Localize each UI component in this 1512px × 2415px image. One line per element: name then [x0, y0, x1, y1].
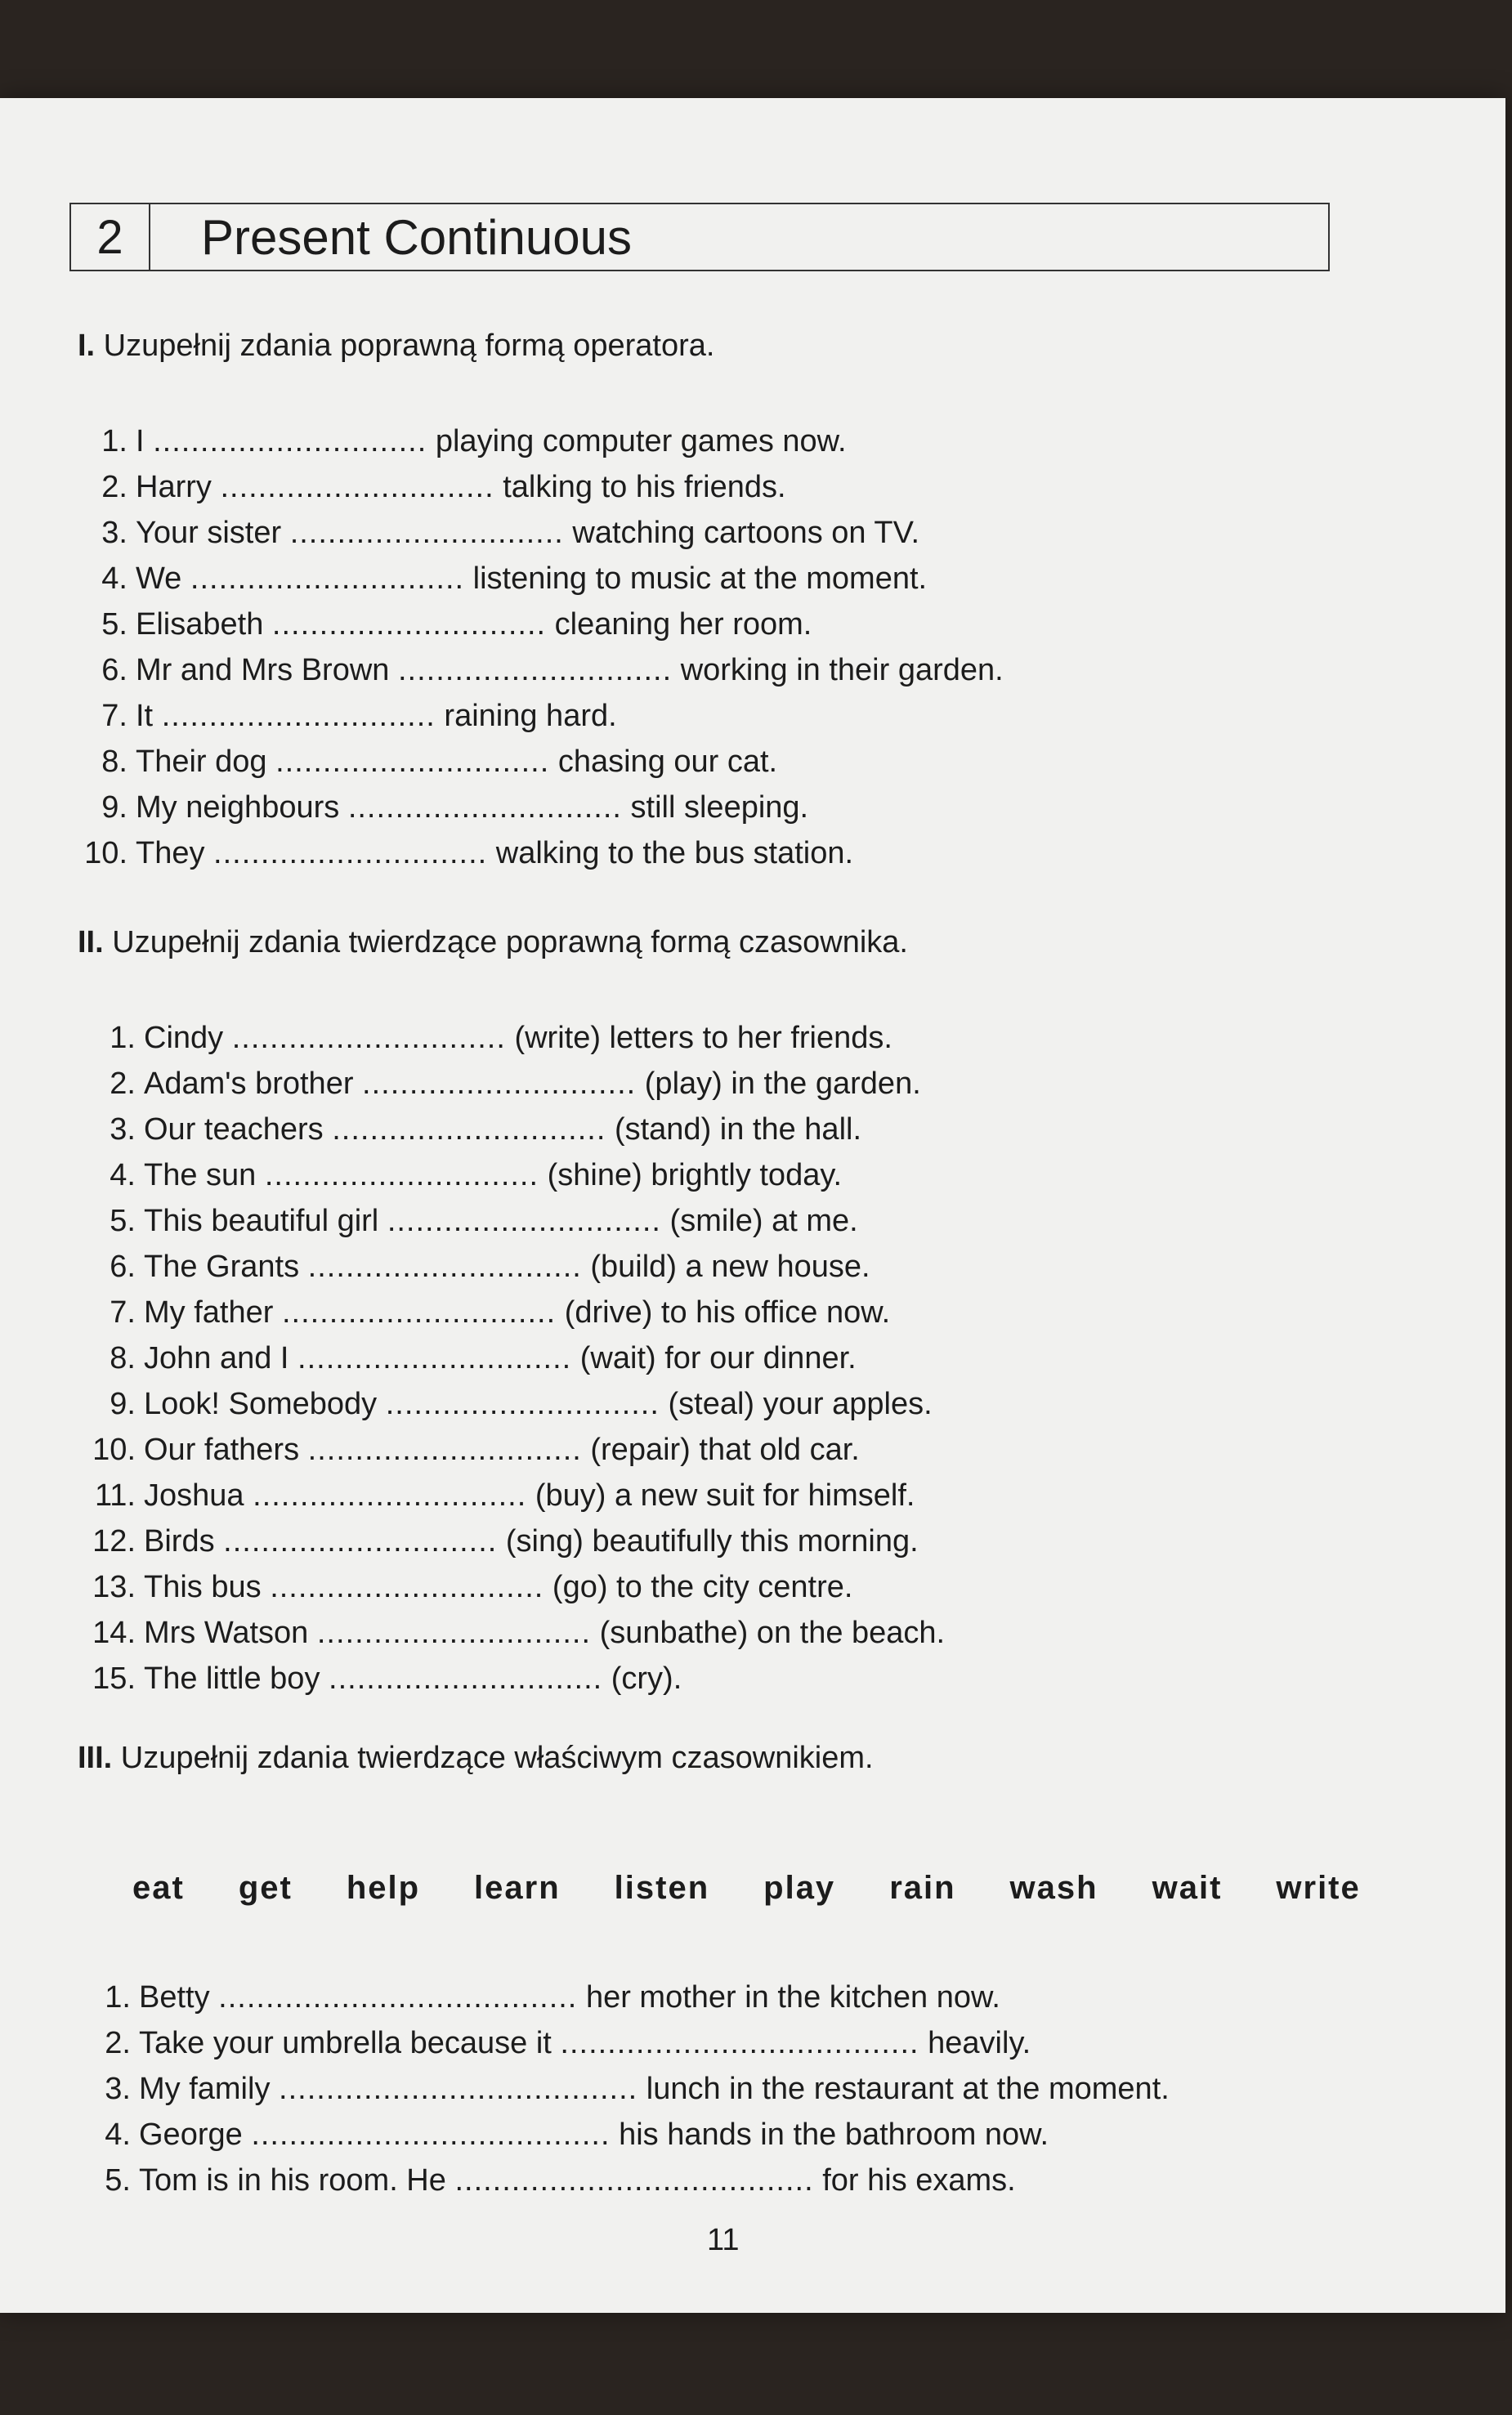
exercise-item: 1. Cindy ............................. (write) letters to her friends.: [110, 1021, 892, 1055]
exercise-item: 5. This beautiful girl ............................. (smile) at me.: [110, 1204, 858, 1238]
section-1-number: I.: [78, 329, 96, 363]
exercise-item: 8. John and I ............................. (wait) for our dinner.: [110, 1341, 857, 1375]
exercise-item: 2. Adam's brother ............................. (play) in the garden.: [110, 1067, 921, 1101]
word-bank-item: write: [1276, 1870, 1361, 1906]
word-bank-item: rain: [889, 1870, 956, 1906]
section-1-heading: [78, 329, 714, 364]
exercise-item: 10. They ............................. walking to the bus station.: [84, 836, 854, 870]
exercise-item: 8. Their dog ............................. chasing our cat.: [101, 745, 778, 779]
section-3-instruction: Uzupełnij zdania twierdzące właściwym czasownikiem.: [112, 1741, 874, 1775]
exercise-item: 13. This bus ............................. (go) to the city centre.: [92, 1570, 853, 1604]
section-3-number: III.: [78, 1741, 113, 1775]
word-bank-item: wait: [1152, 1870, 1223, 1906]
exercise-item: 5. Elisabeth ............................. cleaning her room.: [101, 607, 812, 642]
exercise-item: 3. My family ...................................... lunch in the restaurant at the moment.: [105, 2072, 1170, 2106]
exercise-item: 11. Joshua ............................. (buy) a new suit for himself.: [94, 1478, 915, 1513]
exercise-item: 9. Look! Somebody ............................. (steal) your apples.: [110, 1387, 933, 1421]
exercise-item: 14. Mrs Watson ............................. (sunbathe) on the beach.: [92, 1616, 946, 1650]
word-bank: [132, 1870, 1415, 1907]
section-2-list: [82, 1015, 945, 1702]
section-3-list: [98, 1974, 1170, 2203]
exercise-item: 4. We ............................. listening to music at the moment.: [101, 561, 928, 596]
section-2-heading: [78, 925, 908, 960]
exercise-item: 6. The Grants ............................. (build) a new house.: [110, 1250, 870, 1284]
word-bank-item: get: [238, 1870, 293, 1906]
section-1-list: [82, 418, 1004, 876]
exercise-item: 3. Our teachers ............................. (stand) in the hall.: [110, 1112, 862, 1147]
word-bank-item: wash: [1009, 1870, 1098, 1906]
exercise-item: 2. Take your umbrella because it ...................................... heavily.: [105, 2026, 1031, 2060]
section-3-heading: [78, 1741, 874, 1776]
exercise-item: 7. My father ............................. (drive) to his office now.: [110, 1295, 891, 1330]
exercise-item: 4. The sun ............................. (shine) brightly today.: [110, 1158, 843, 1192]
exercise-item: 4. George ...................................... his hands in the bathroom now.: [105, 2118, 1049, 2152]
exercise-item: 5. Tom is in his room. He ...................................... for his exams.: [105, 2163, 1016, 2198]
exercise-item: 9. My neighbours ............................. still sleeping.: [101, 790, 809, 825]
word-bank-item: listen: [614, 1870, 710, 1906]
exercise-item: 2. Harry ............................. talking to his friends.: [101, 470, 786, 504]
exercise-item: 3. Your sister ............................. watching cartoons on TV.: [101, 516, 920, 550]
section-1-instruction: Uzupełnij zdania poprawną formą operatora.: [95, 329, 715, 363]
word-bank-item: eat: [132, 1870, 185, 1906]
chapter-number: 2: [71, 204, 150, 270]
workbook-page: [0, 98, 1505, 2313]
section-2-instruction: Uzupełnij zdania twierdzące poprawną formą czasownika.: [103, 925, 908, 959]
section-2-number: II.: [78, 925, 104, 959]
word-bank-item: play: [763, 1870, 836, 1906]
exercise-item: 15. The little boy ............................. (cry).: [92, 1661, 682, 1696]
word-bank-item: learn: [474, 1870, 561, 1906]
exercise-item: 12. Birds ............................. (sing) beautifully this morning.: [92, 1524, 919, 1559]
exercise-item: 7. It ............................. raining hard.: [101, 699, 617, 733]
word-bank-item: help: [346, 1870, 421, 1906]
chapter-title-box: [69, 203, 1330, 271]
exercise-item: 1. Betty ...................................... her mother in the kitchen now.: [105, 1980, 1000, 2015]
exercise-item: 1. I ............................. playing computer games now.: [101, 424, 847, 458]
chapter-title: Present Continuous: [201, 209, 632, 265]
page-number: 11: [707, 2223, 740, 2257]
exercise-item: 10. Our fathers ............................. (repair) that old car.: [92, 1433, 860, 1467]
exercise-item: 6. Mr and Mrs Brown ............................. working in their garden.: [101, 653, 1004, 687]
